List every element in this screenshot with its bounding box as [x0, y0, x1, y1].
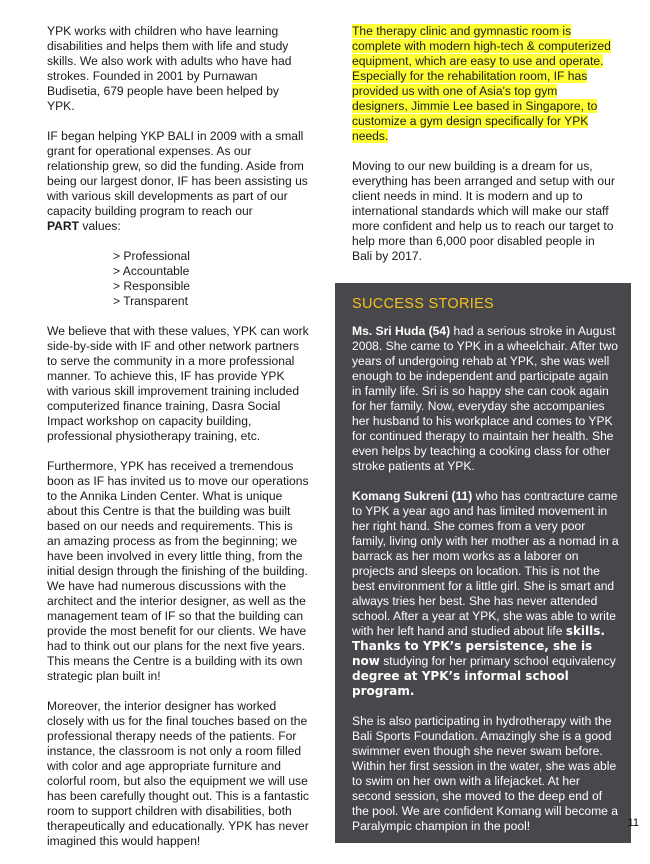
story-name: Ms. Sri Huda (54) — [352, 324, 451, 338]
story-text-alt: degree at YPK’s informal school program. — [352, 669, 569, 698]
value-item: > Professional — [113, 249, 190, 263]
highlight-text: The therapy clinic and gymnastic room is complete with modern high-tech & computerized equipment, which are easy to use and operate. Especially for the rehabilitation room, IF has provided us with one of Asia's top gym designers, Jimmie Lee based in Singapore, to customize a gym design specifically for YPK needs. — [352, 24, 611, 143]
intro-paragraph: YPK works with children who have learning disabilities and helps them with life and study skills. We also work with adults who have had strokes. Founded in 2001 by Purnawan Budisetia, 679 people have been helped by YPK. — [47, 24, 292, 113]
highlighted-paragraph — [352, 24, 616, 144]
success-stories-box — [335, 283, 631, 843]
value-item: > Responsible — [113, 279, 190, 293]
interior-paragraph: Moreover, the interior designer has worked closely with us for the final touches based on the professional therapy needs of the patients. For instance, the classroom is not only a room filled with color and age appropriate furniture and colorful room, but also the equipment we will use has been carefully thought out. This is a fantastic room to support children with disabilities, both therapeutically and educationally. YPK has never imagined this would happen! — [47, 699, 309, 848]
story-komang — [352, 489, 619, 699]
story-sri-huda — [352, 324, 619, 474]
values-paragraph: We believe that with these values, YPK can work side-by-side with IF and other network partners to serve the community in a more professional manner. To achieve this, IF has provide YPK with various skill improvement training included computerized finance training, Dasra Social Impact workshop on capacity building, professional physiotherapy training, etc. — [47, 324, 309, 443]
part-label: PART — [47, 219, 80, 233]
funding-text: IF began helping YKP BALI in 2009 with a small grant for operational expenses. As our relationship grew, so did the funding. Aside from being our largest donor, IF has been assisting us with various skill developments as part of our capacity building program to reach our — [47, 129, 308, 218]
value-item: > Accountable — [113, 264, 190, 278]
new-building-paragraph: Moving to our new building is a dream for us, everything has been arranged and setup with our client needs in mind. It is modern and up to international standards which will make our staff more confident and help us to reach our target to help more than 6,000 poor disabled people in Bali by 2017. — [352, 159, 615, 263]
story-hydrotherapy: She is also participating in hydrotherapy with the Bali Sports Foundation. Amazingly she is a good swimmer even though she never swam before. Within her first session in the water, she was able to swim on her own with a lifejacket. At her second session, she moved to the deep end of the pool. We are confident Komang will become a Paralympic champion in the pool! — [352, 714, 618, 833]
left-column — [47, 24, 309, 864]
story-text: had a serious stroke in August 2008. She came to YPK in a wheelchair. After two years of undergoing rehab at YPK, she was well enough to be independent and participate again in family life. Sri is so happy she can cook again for her family. Now, everyday she accompanies her husband to his workplace and comes to YPK for continued therapy to maintain her health. She even helps by teaching a cooking class for other stroke patients at YPK. — [352, 324, 618, 473]
story-text: who has contracture came to YPK a year ago and has limited movement in her right hand. She comes from a very poor family, living only with her mother as a nomad in a barrack as her mom works as a laborer on projects and sleeps on location. This is not the best environment for a little girl. She is smart and always tries her best. She has never attended school. After a year at YPK, she was able to write with her left hand and studied about life — [352, 489, 619, 638]
values-label: values: — [79, 219, 121, 233]
story-text: studying for her primary school equivalency — [379, 654, 616, 668]
value-item: > Transparent — [113, 294, 188, 308]
funding-paragraph — [47, 129, 309, 234]
success-stories-heading: SUCCESS STORIES — [352, 296, 495, 312]
center-paragraph: Furthermore, YPK has received a tremendous boon as IF has invited us to move our operations to the Annika Linden Center. What is unique about this Centre is that the building was built based on our needs and requirements. This is an amazing process as from the beginning; we have been involved in every little thing, from the initial design through the finishing of the building. We have had numerous discussions with the architect and the interior designer, as well as the management team of IF so that the building can provide the most benefit for our clients. We have had to think out our plans for the next five years. This means the Centre is a building with its own strategic plan built in! — [47, 459, 309, 683]
story-name: Komang Sukreni (11) — [352, 489, 473, 503]
right-column — [352, 24, 616, 279]
story-text-alt: skills. Thanks to YPK’s persistence, she is now — [352, 624, 605, 668]
values-list — [47, 249, 309, 309]
page-number: 11 — [627, 817, 639, 829]
